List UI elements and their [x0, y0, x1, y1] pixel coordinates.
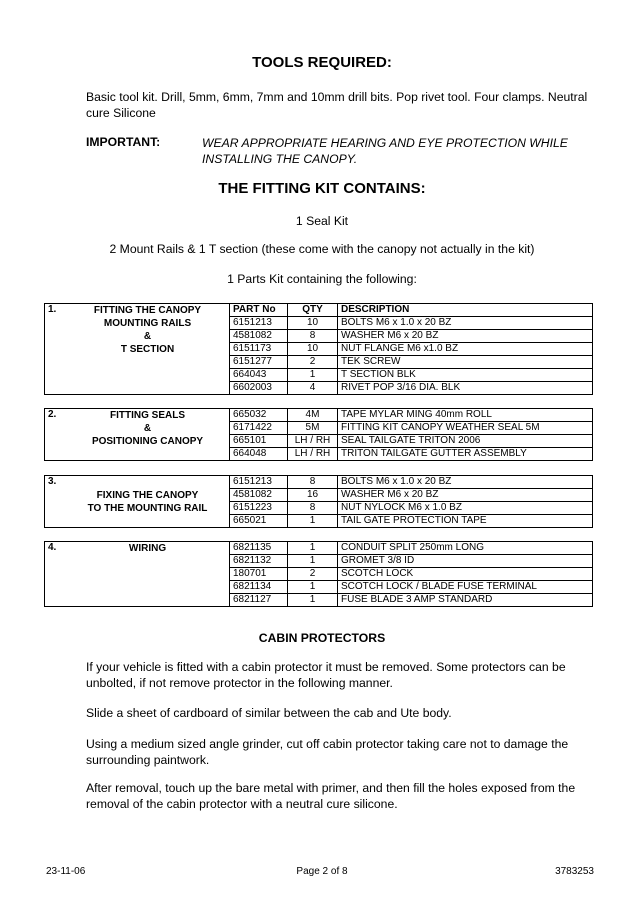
- description-cell: SCOTCH LOCK: [338, 568, 593, 581]
- section-title-line: MOUNTING RAILS: [103, 318, 192, 329]
- description-cell: FITTING KIT CANOPY WEATHER SEAL 5M: [338, 422, 593, 435]
- section-title-line: WIRING: [128, 543, 167, 554]
- description-cell: GROMET 3/8 ID: [338, 555, 593, 568]
- section-title-line: FITTING THE CANOPY: [93, 305, 202, 316]
- section-title-line: &: [143, 331, 152, 342]
- quantity-cell: 10: [288, 343, 338, 356]
- quantity-cell: 1: [288, 515, 338, 528]
- footer-page: Page 2 of 8: [296, 866, 348, 877]
- table-header-row: [45, 304, 593, 317]
- kit-line-seal: 1 Seal Kit: [295, 214, 349, 228]
- quantity-cell: 2: [288, 568, 338, 581]
- description-cell: TAIL GATE PROTECTION TAPE: [338, 515, 593, 528]
- parts-table-section-4: [44, 541, 593, 607]
- kit-line-parts: 1 Parts Kit containing the following:: [227, 272, 417, 286]
- part-number-cell: 6602003: [230, 382, 288, 395]
- description-cell: TAPE MYLAR MING 40mm ROLL: [338, 409, 593, 422]
- part-number-cell: 6151173: [230, 343, 288, 356]
- quantity-cell: 8: [288, 330, 338, 343]
- section-title-line: POSITIONING CANOPY: [91, 436, 204, 447]
- part-number-cell: 6821132: [230, 555, 288, 568]
- tools-text: Basic tool kit. Drill, 5mm, 6mm, 7mm and 10mm drill bits. Pop rivet tool. Four clamps. Neutral cure Silicone: [86, 90, 588, 120]
- description-cell: FUSE BLADE 3 AMP STANDARD: [338, 594, 593, 607]
- part-number-cell: 6151213: [230, 317, 288, 330]
- cabin-paragraph-2: Slide a sheet of cardboard of similar between the cab and Ute body.: [86, 706, 452, 720]
- parts-table-section-2: [44, 408, 593, 461]
- column-header-desc: DESCRIPTION: [338, 304, 593, 317]
- quantity-cell: 1: [288, 555, 338, 568]
- part-number-cell: 180701: [230, 568, 288, 581]
- part-number-cell: 6151213: [230, 476, 288, 489]
- part-number-cell: 6821134: [230, 581, 288, 594]
- part-number-cell: 665101: [230, 435, 288, 448]
- quantity-cell: LH / RH: [288, 435, 338, 448]
- description-cell: TEK SCREW: [338, 356, 593, 369]
- quantity-cell: LH / RH: [288, 448, 338, 461]
- section-title-line: &: [143, 423, 152, 434]
- part-number-cell: 664048: [230, 448, 288, 461]
- section-title-cell: [45, 304, 230, 395]
- description-cell: SCOTCH LOCK / BLADE FUSE TERMINAL: [338, 581, 593, 594]
- important-label: IMPORTANT:: [86, 135, 161, 149]
- description-cell: T SECTION BLK: [338, 369, 593, 382]
- section-number: 3.: [48, 476, 57, 487]
- part-number-cell: 6151223: [230, 502, 288, 515]
- part-number-cell: 6151277: [230, 356, 288, 369]
- part-number-cell: 664043: [230, 369, 288, 382]
- section-title-cell: [45, 542, 230, 607]
- parts-table-section-3: [44, 475, 593, 528]
- description-cell: NUT NYLOCK M6 x 1.0 BZ: [338, 502, 593, 515]
- description-cell: TRITON TAILGATE GUTTER ASSEMBLY: [338, 448, 593, 461]
- parts-table-section-1: [44, 303, 593, 395]
- section-title-line: FITTING SEALS: [110, 410, 185, 421]
- tools-heading: TOOLS REQUIRED:: [252, 54, 392, 71]
- section-title-line: T SECTION: [120, 344, 175, 355]
- section-title-line: TO THE MOUNTING RAIL: [87, 503, 208, 514]
- part-number-cell: 6821127: [230, 594, 288, 607]
- important-text: WEAR APPROPRIATE HEARING AND EYE PROTECTION WHILE INSTALLING THE CANOPY.: [202, 136, 568, 166]
- quantity-cell: 1: [288, 369, 338, 382]
- table-row: [45, 476, 593, 489]
- description-cell: BOLTS M6 x 1.0 x 20 BZ: [338, 317, 593, 330]
- description-cell: SEAL TAILGATE TRITON 2006: [338, 435, 593, 448]
- part-number-cell: 6821135: [230, 542, 288, 555]
- kit-line-rails: 2 Mount Rails & 1 T section (these come with the canopy not actually in the kit): [109, 242, 535, 256]
- table-row: [45, 409, 593, 422]
- cabin-heading: CABIN PROTECTORS: [258, 631, 386, 645]
- description-cell: WASHER M6 x 20 BZ: [338, 330, 593, 343]
- part-number-cell: 665021: [230, 515, 288, 528]
- kit-heading: THE FITTING KIT CONTAINS:: [218, 180, 426, 197]
- section-title-line: [76, 476, 219, 489]
- description-cell: WASHER M6 x 20 BZ: [338, 489, 593, 502]
- section-title-line: FIXING THE CANOPY: [96, 490, 199, 501]
- part-number-cell: 4581082: [230, 330, 288, 343]
- part-number-cell: 665032: [230, 409, 288, 422]
- description-cell: CONDUIT SPLIT 250mm LONG: [338, 542, 593, 555]
- quantity-cell: 1: [288, 594, 338, 607]
- quantity-cell: 1: [288, 542, 338, 555]
- cabin-paragraph-3: Using a medium sized angle grinder, cut off cabin protector taking care not to damage the surrounding paintwork.: [86, 737, 569, 767]
- section-title-cell: [45, 476, 230, 528]
- part-number-cell: 6171422: [230, 422, 288, 435]
- quantity-cell: 4M: [288, 409, 338, 422]
- quantity-cell: 5M: [288, 422, 338, 435]
- description-cell: RIVET POP 3/16 DIA. BLK: [338, 382, 593, 395]
- column-header-qty: QTY: [288, 304, 338, 317]
- section-title-cell: [45, 409, 230, 461]
- section-number: 2.: [48, 409, 57, 420]
- quantity-cell: 16: [288, 489, 338, 502]
- quantity-cell: 10: [288, 317, 338, 330]
- quantity-cell: 8: [288, 502, 338, 515]
- footer-doc-number: 3783253: [555, 866, 594, 877]
- quantity-cell: 8: [288, 476, 338, 489]
- cabin-paragraph-4: After removal, touch up the bare metal with primer, and then fill the holes exposed from the removal of the cabin protector with a neutral cure silicone.: [86, 781, 576, 811]
- table-row: [45, 542, 593, 555]
- quantity-cell: 2: [288, 356, 338, 369]
- section-number: 4.: [48, 542, 57, 553]
- footer-date: 23-11-06: [46, 866, 86, 877]
- part-number-cell: 4581082: [230, 489, 288, 502]
- description-cell: NUT FLANGE M6 x1.0 BZ: [338, 343, 593, 356]
- column-header-part: PART No: [230, 304, 288, 317]
- quantity-cell: 4: [288, 382, 338, 395]
- description-cell: BOLTS M6 x 1.0 x 20 BZ: [338, 476, 593, 489]
- cabin-paragraph-1: If your vehicle is fitted with a cabin protector it must be removed. Some protectors can be unbolted, if not remove protector in the following manner.: [86, 660, 566, 690]
- section-number: 1.: [48, 304, 57, 315]
- quantity-cell: 1: [288, 581, 338, 594]
